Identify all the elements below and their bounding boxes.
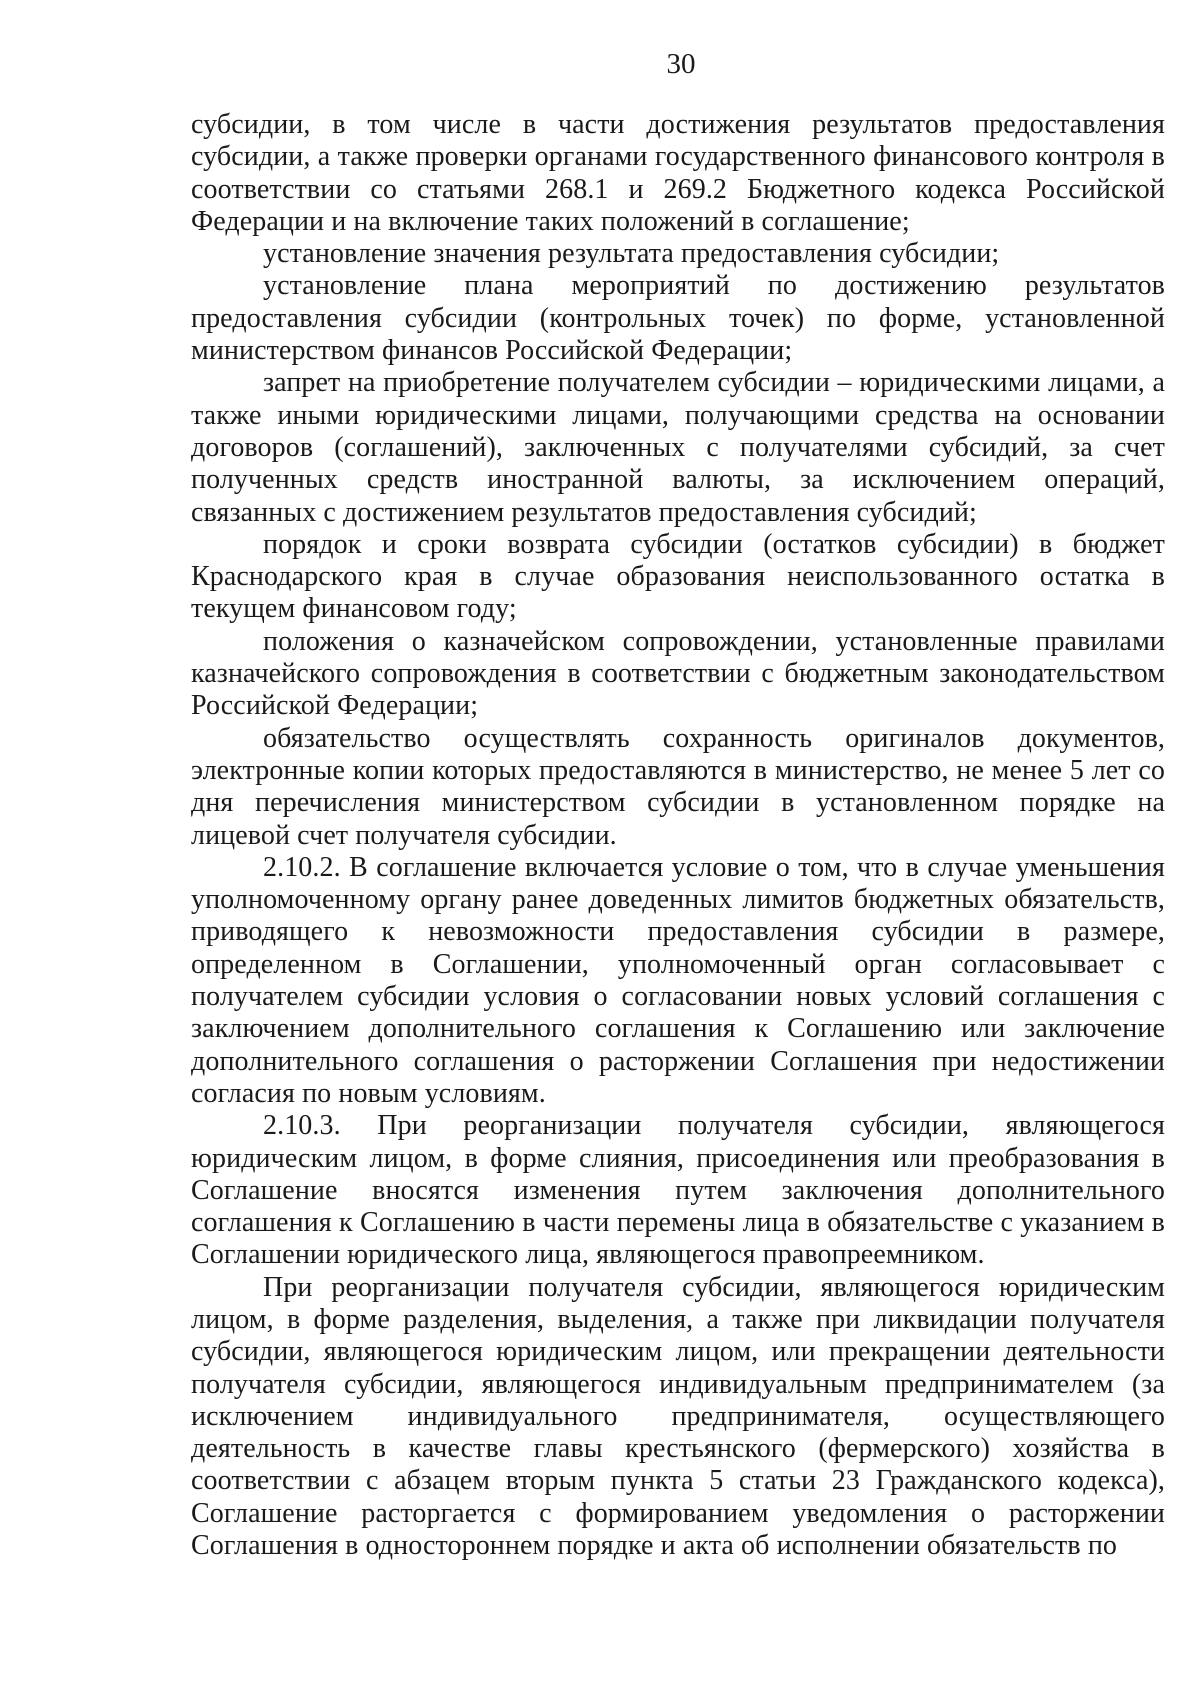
paragraph: запрет на приобретение получателем субсидии – юридическими лицами, а также иными юридическими лицами, получающими средства на основании договоров (соглашений), заключенных с получателями субсидий, за счет полученных средств иностранной валюты, за исключением операций, связанных с достижением результатов предоставления субсидий; xyxy=(191,367,1165,528)
paragraph: установление плана мероприятий по достижению результатов предоставления субсидии (контрольных точек) по форме, установленной министерством финансов Российской Федерации; xyxy=(191,270,1165,367)
paragraph: установление значения результата предоставления субсидии; xyxy=(263,238,1000,270)
document-body xyxy=(191,109,1165,1562)
paragraph: При реорганизации получателя субсидии, являющегося юридическим лицом, в форме разделения, выделения, а также при ликвидации получателя субсидии, являющегося юридическим лицом, или прекращении деятельности получателя субсидии, являющегося индивидуальным предпринимателем (за исключением индивидуального предпринимателя, осуществляющего деятельность в качестве главы крестьянского (фермерского) хозяйства в соответствии с абзацем вторым пункта 5 статьи 23 Гражданского кодекса), Соглашение расторгается с формированием уведомления о расторжении Соглашения в одностороннем порядке и акта об исполнении обязательств по xyxy=(191,1271,1165,1562)
page-number: 30 xyxy=(666,48,696,80)
paragraph: 2.10.3. При реорганизации получателя субсидии, являющегося юридическим лицом, в форме слияния, присоединения или преобразования в Соглашение вносятся изменения путем заключения дополнительного соглашения к Соглашению в части перемены лица в обязательстве с указанием в Соглашении юридического лица, являющегося правопреемником. xyxy=(191,1110,1165,1271)
paragraph: 2.10.2. В соглашение включается условие о том, что в случае уменьшения уполномоченному органу ранее доведенных лимитов бюджетных обязательств, приводящего к невозможности предоставления субсидии в размере, определенном в Соглашении, уполномоченный орган согласовывает с получателем субсидии условия о согласовании новых условий соглашения с заключением дополнительного соглашения к Соглашению или заключение дополнительного соглашения о расторжении Соглашения при недостижении согласия по новым условиям. xyxy=(191,851,1165,1109)
paragraph: порядок и сроки возврата субсидии (остатков субсидии) в бюджет Краснодарского края в случае образования неиспользованного остатка в текущем финансовом году; xyxy=(191,528,1165,625)
paragraph: обязательство осуществлять сохранность оригиналов документов, электронные копии которых предоставляются в министерство, не менее 5 лет со дня перечисления министерством субсидии в установленном порядке на лицевой счет получателя субсидии. xyxy=(191,722,1165,851)
paragraph: субсидии, в том числе в части достижения результатов предоставления субсидии, а также проверки органами государственного финансового контроля в соответствии со статьями 268.1 и 269.2 Бюджетного кодекса Российской Федерации и на включение таких положений в соглашение; xyxy=(191,109,1165,237)
paragraph: положения о казначейском сопровождении, установленные правилами казначейского сопровождения в соответствии с бюджетным законодательством Российской Федерации; xyxy=(191,625,1165,722)
